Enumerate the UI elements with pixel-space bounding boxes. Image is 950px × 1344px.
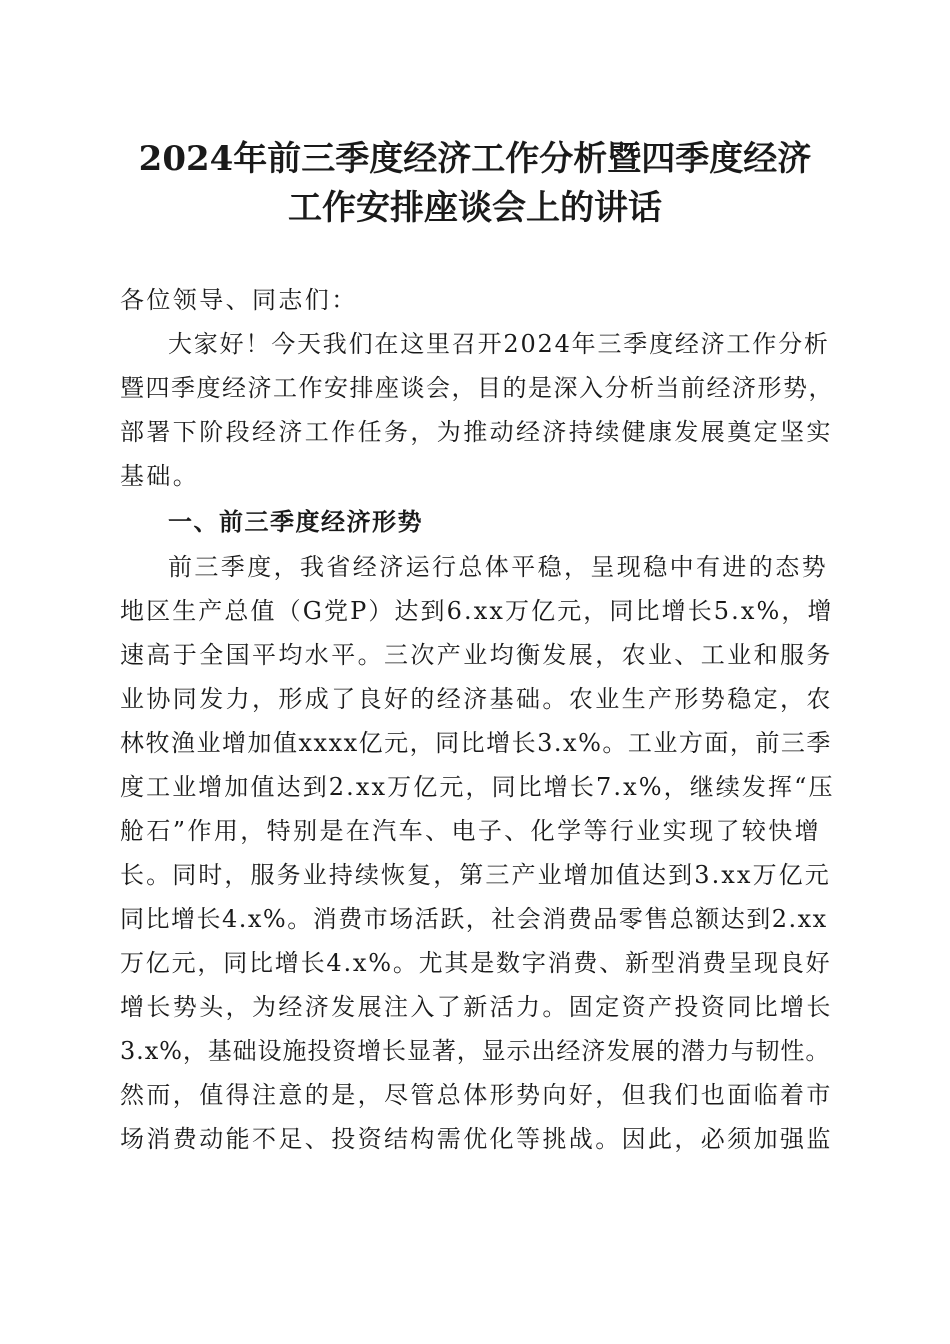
body-line: 度工业增加值达到2.xx万亿元，同比增长7.x%，继续发挥“压 [120, 773, 835, 801]
body-line: 万亿元，同比增长4.x%。尤其是数字消费、新型消费呈现良好 [120, 949, 832, 977]
body-line: 场消费动能不足、投资结构需优化等挑战。因此，必须加强监 [120, 1125, 833, 1153]
body-line: 增长势头，为经济发展注入了新活力。固定资产投资同比增长 [120, 993, 833, 1021]
body-line: 长。同时，服务业持续恢复，第三产业增加值达到3.xx万亿元 [120, 861, 831, 889]
body-line: 3.x%，基础设施投资增长显著，显示出经济发展的潜力与韧性。 [120, 1037, 831, 1065]
document-title-line-1: 2024年前三季度经济工作分析暨四季度经济 [138, 139, 812, 179]
body-line: 林牧渔业增加值xxxx亿元，同比增长3.x%。工业方面，前三季 [120, 729, 832, 757]
body-line: 然而，值得注意的是，尽管总体形势向好，但我们也面临着市 [120, 1081, 833, 1109]
body-line: 地区生产总值（G党P）达到6.xx万亿元，同比增长5.x%，增 [120, 597, 834, 625]
body-line: 业协同发力，形成了良好的经济基础。农业生产形势稳定，农 [120, 685, 833, 713]
salutation: 各位领导、同志们： [120, 286, 358, 314]
intro-line: 大家好！今天我们在这里召开2024年三季度经济工作分析 [168, 330, 830, 358]
body-line: 速高于全国平均水平。三次产业均衡发展，农业、工业和服务 [120, 641, 833, 669]
body-line: 同比增长4.x%。消费市场活跃，社会消费品零售总额达到2.xx [120, 905, 828, 933]
document-title-line-2: 工作安排座谈会上的讲话 [288, 188, 662, 228]
body-line: 前三季度，我省经济运行总体平稳，呈现稳中有进的态势 [168, 553, 828, 581]
intro-line: 暨四季度经济工作安排座谈会，目的是深入分析当前经济形势， [120, 374, 834, 402]
section-heading: 一、前三季度经济形势 [168, 508, 423, 536]
intro-line: 部署下阶段经济工作任务，为推动经济持续健康发展奠定坚实 [120, 418, 833, 446]
intro-line: 基础。 [120, 462, 200, 490]
body-line: 舱石”作用，特别是在汽车、电子、化学等行业实现了较快增 [120, 817, 822, 845]
